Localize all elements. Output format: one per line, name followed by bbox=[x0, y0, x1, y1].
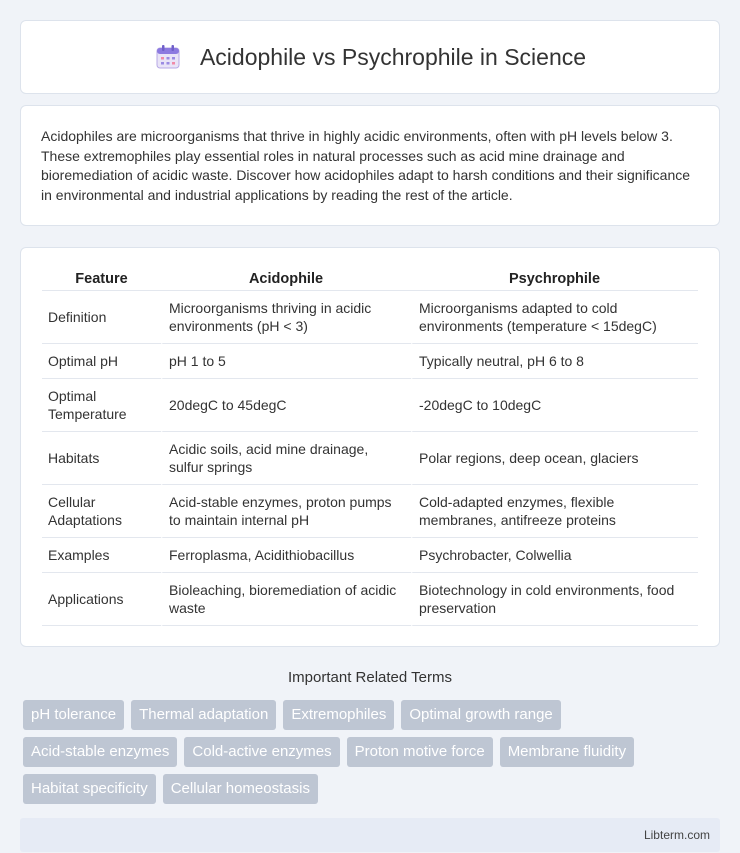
header-card bbox=[20, 20, 720, 94]
header-feature: Feature bbox=[42, 267, 161, 291]
row-acidophile: pH 1 to 5 bbox=[161, 344, 411, 379]
comparison-table bbox=[42, 267, 698, 626]
row-psychrophile: Biotechnology in cold environments, food preservation bbox=[411, 573, 698, 626]
row-feature: Habitats bbox=[42, 432, 161, 485]
related-terms-list bbox=[20, 700, 720, 804]
table-row bbox=[42, 379, 698, 432]
table-row bbox=[42, 344, 698, 379]
tag-membrane-fluidity[interactable]: Membrane fluidity bbox=[500, 737, 634, 767]
row-psychrophile: -20degC to 10degC bbox=[411, 379, 698, 432]
tag-extremophiles[interactable]: Extremophiles bbox=[283, 700, 394, 730]
tag-cellular-homeostasis[interactable]: Cellular homeostasis bbox=[163, 774, 318, 804]
table-row bbox=[42, 538, 698, 573]
row-feature: Optimal pH bbox=[42, 344, 161, 379]
tag-thermal-adaptation[interactable]: Thermal adaptation bbox=[131, 700, 276, 730]
row-acidophile: Microorganisms thriving in acidic environments (pH < 3) bbox=[161, 291, 411, 344]
row-feature: Applications bbox=[42, 573, 161, 626]
tag-cold-active-enzymes[interactable]: Cold-active enzymes bbox=[184, 737, 339, 767]
tag-habitat-specificity[interactable]: Habitat specificity bbox=[23, 774, 156, 804]
related-terms-title: Important Related Terms bbox=[288, 669, 452, 686]
table-row bbox=[42, 291, 698, 344]
row-psychrophile: Psychrobacter, Colwellia bbox=[411, 538, 698, 573]
tag-proton-motive-force[interactable]: Proton motive force bbox=[347, 737, 493, 767]
row-psychrophile: Polar regions, deep ocean, glaciers bbox=[411, 432, 698, 485]
row-acidophile: Ferroplasma, Acidithiobacillus bbox=[161, 538, 411, 573]
comparison-table-card bbox=[20, 247, 720, 647]
table-row bbox=[42, 485, 698, 538]
row-acidophile: Acid-stable enzymes, proton pumps to maintain internal pH bbox=[161, 485, 411, 538]
tag-optimal-growth-range[interactable]: Optimal growth range bbox=[401, 700, 560, 730]
page-title: Acidophile vs Psychrophile in Science bbox=[199, 43, 587, 70]
row-feature: Definition bbox=[42, 291, 161, 344]
row-feature: Optimal Temperature bbox=[42, 379, 161, 432]
table-row bbox=[42, 573, 698, 626]
row-psychrophile: Microorganisms adapted to cold environments (temperature < 15degC) bbox=[411, 291, 698, 344]
table-row bbox=[42, 432, 698, 485]
tag-acid-stable-enzymes[interactable]: Acid-stable enzymes bbox=[23, 737, 177, 767]
header-acidophile: Acidophile bbox=[161, 267, 411, 291]
tag-ph-tolerance[interactable]: pH tolerance bbox=[23, 700, 124, 730]
row-psychrophile: Cold-adapted enzymes, flexible membranes, antifreeze proteins bbox=[411, 485, 698, 538]
table-header-row bbox=[42, 267, 698, 291]
header-psychrophile: Psychrophile bbox=[411, 267, 698, 291]
footer-site-link[interactable]: Libterm.com bbox=[643, 828, 710, 842]
row-acidophile: 20degC to 45degC bbox=[161, 379, 411, 432]
intro-text: Acidophiles are microorganisms that thrive in highly acidic environments, often with pH levels below 3. These extremophiles play essential roles in natural processes such as acid mine drainage and bioremediation of acidic waste. Discover how acidophiles adapt to harsh conditions and their significance in environmental and industrial applications by reading the rest of the article. bbox=[41, 128, 691, 203]
row-acidophile: Bioleaching, bioremediation of acidic waste bbox=[161, 573, 411, 626]
calendar-icon bbox=[154, 43, 182, 71]
intro-card bbox=[20, 105, 720, 226]
row-feature: Cellular Adaptations bbox=[42, 485, 161, 538]
row-acidophile: Acidic soils, acid mine drainage, sulfur springs bbox=[161, 432, 411, 485]
footer bbox=[20, 818, 720, 852]
row-psychrophile: Typically neutral, pH 6 to 8 bbox=[411, 344, 698, 379]
row-feature: Examples bbox=[42, 538, 161, 573]
